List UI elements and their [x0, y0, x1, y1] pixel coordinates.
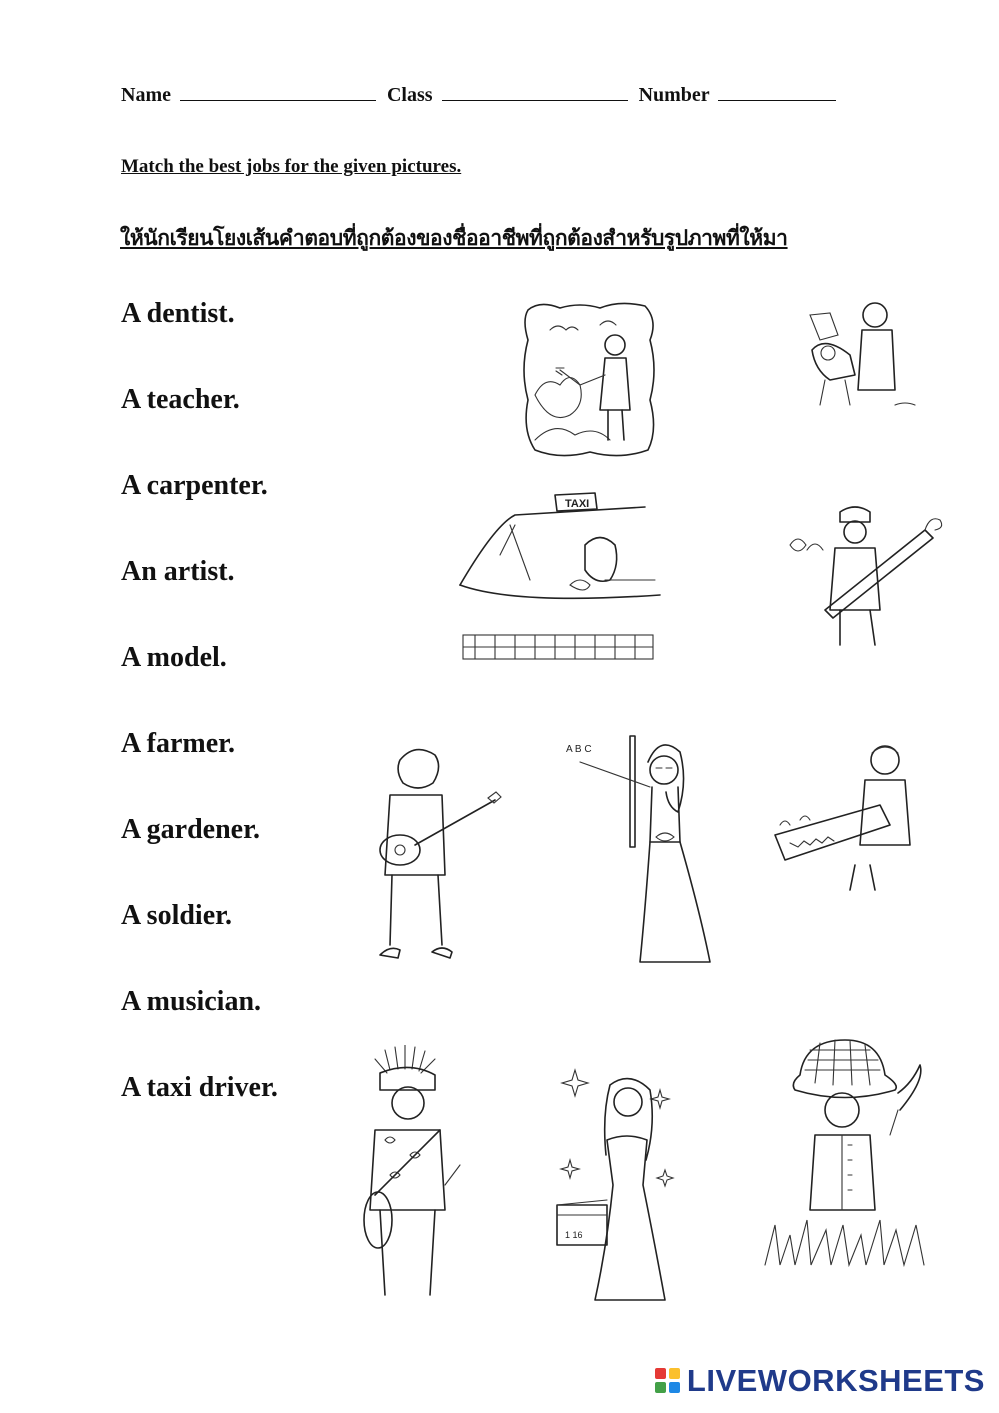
job-item[interactable]: An artist. — [121, 556, 235, 587]
class-blank[interactable] — [442, 84, 628, 101]
student-info-line — [121, 84, 842, 107]
number-blank[interactable] — [718, 84, 836, 101]
job-item[interactable]: A musician. — [121, 986, 262, 1017]
name-blank[interactable] — [180, 84, 376, 101]
name-label: Name — [121, 84, 171, 106]
job-item[interactable]: A teacher. — [121, 384, 240, 415]
soldier-picture-icon[interactable] — [785, 500, 950, 660]
taxi-driver-picture-icon[interactable] — [455, 485, 665, 665]
job-item[interactable]: A farmer. — [121, 728, 236, 759]
dentist-picture-icon[interactable] — [800, 295, 930, 420]
farmer-picture-icon[interactable] — [760, 1035, 935, 1275]
job-item[interactable]: A gardener. — [121, 814, 260, 845]
number-label: Number — [638, 84, 710, 106]
artist-picture-icon[interactable] — [360, 1045, 470, 1305]
liveworksheets-logo — [655, 1363, 985, 1399]
musician-picture-icon[interactable] — [370, 740, 505, 970]
instruction-english: Match the best jobs for the given pictures. — [121, 156, 462, 177]
logo-text: LIVEWORKSHEETS — [686, 1363, 985, 1398]
model-picture-icon[interactable] — [555, 1060, 705, 1305]
job-item[interactable]: A dentist. — [121, 298, 235, 329]
clapper-text: 1 16 — [565, 1230, 583, 1240]
instruction-thai: ให้นักเรียนโยงเส้นคำตอบที่ถูกต้องของชื่ออาชีพที่ถูกต้องสำหรับรูปภาพที่ให้มา — [120, 226, 788, 250]
gardener-picture-icon[interactable] — [520, 300, 660, 460]
board-letters: A B C — [566, 744, 592, 755]
teacher-picture-icon[interactable] — [560, 732, 725, 972]
job-item[interactable]: A taxi driver. — [121, 1072, 278, 1103]
job-item[interactable]: A model. — [121, 642, 227, 673]
class-label: Class — [386, 84, 433, 106]
taxi-sign-text: TAXI — [565, 498, 590, 510]
job-item[interactable]: A soldier. — [121, 900, 232, 931]
logo-mark-icon — [655, 1368, 681, 1394]
job-item[interactable]: A carpenter. — [121, 470, 268, 501]
carpenter-picture-icon[interactable] — [770, 735, 940, 895]
